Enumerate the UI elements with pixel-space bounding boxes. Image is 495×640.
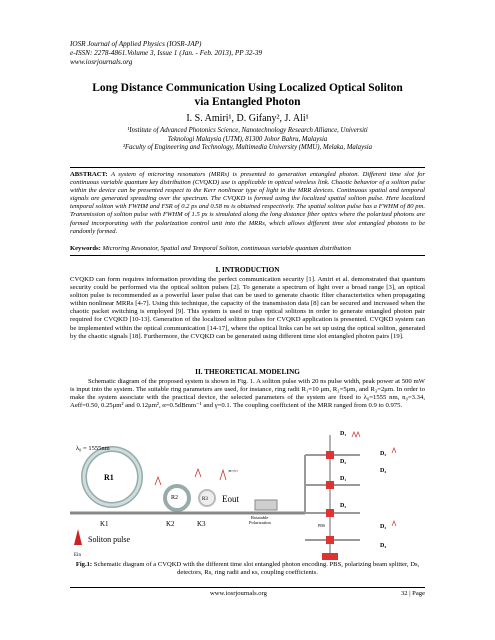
abstract-text: A system of microring resonators (MRRs) is presented to generation entangled photon. Different time slot for continuous variable quantum key distribution (CVQKD) use is applicable in optical wireless link. Chaotic behavior of a soliton pulse within the device can be presented respect to the Kerr nonlinear type of light in the MRR devices. Continuous spatial and temporal signals are generated spreading over the spectrum. The CVQKD is formed using the localized spatial soliton pulse. Here localized temporal soliton with FWHM and FSR of 0.2 ps and 0.58 ns is obtained respectively. The spatial soliton pulse has a FWHM of 80 pm. Transmission of soliton pulse with FWHM of 1.5 ps is simulated along the long distance fiber optics where the polarized photons are formed incorporating with the polarization control unit into the MRRs, which allows different time slot entangled photons to be randomly formed. (70, 171, 426, 235)
k2-label: K2 (166, 520, 175, 528)
footer-site[interactable]: www.iosrjournals.org (210, 590, 267, 597)
detector-d3-label: D₃ (380, 524, 387, 530)
caption-label: Fig.1: (75, 561, 93, 568)
ein-label: Ein (74, 553, 81, 558)
affiliation-1: ¹Institute of Advanced Photonics Science, Nanotechnology Research Alliance, Universiti (127, 127, 368, 134)
journal-name: IOSR Journal of Applied Physics (IOSR-JAP) (70, 40, 202, 48)
title-line-2: via Entangled Photon (194, 96, 301, 108)
detector-d4-label: D₄ (380, 543, 387, 549)
journal-issn: e-ISSN: 2278-4861.Volume 3, Issue 1 (Jan. - Feb. 2013), PP 32-39 (70, 49, 263, 57)
affiliation-2: ²Faculty of Engineering and Technology, Multimedia University (MMU), Melaka, Malaysia (122, 144, 373, 151)
soliton-pulse-label: Soliton pulse (88, 535, 131, 544)
figure-caption (70, 561, 425, 577)
journal-site[interactable]: www.iosrjournals.org (70, 58, 133, 66)
rotatable-label: Rotatable (251, 515, 269, 520)
k1-label: K1 (100, 520, 109, 528)
detector-d4-label: D₄ (380, 468, 387, 474)
detector-d3-label: D₃ (380, 451, 387, 457)
affiliation-1-cont: Teknologi Malaysia (UTM), 81300 Johor Bahru, Malaysia (167, 135, 328, 143)
modeling-text: Schematic diagram of the proposed system is shown in Fig. 1. A soliton pulse with 20 ns pulse width, peak power at 500 mW is input into the system. The suitable ring parameters are used, for instance, ring radii R₁=10 μm, R₂=5μm, and R₃=2μm. In order to make the system associate with the practical device, the selected parameters of the system are fixed to λ₀=1555 nm, n₀=3.34, Aeff=0.50, 0.25μm² and 0.12μm², α=0.5dBmm⁻¹ and γ=0.1. The coupling coefficient of the MRR ranged from 0.9 to 0.975. (70, 378, 425, 410)
k3-label: K3 (197, 520, 206, 528)
detector-d1-label: D₁ (340, 431, 347, 437)
system-schematic-figure (60, 425, 435, 560)
r1-label: R1 (104, 473, 114, 482)
output-block (322, 553, 338, 560)
pbs-block (326, 481, 334, 489)
keywords (70, 245, 425, 253)
polarization-label: Polarization (249, 520, 271, 525)
detector-d1-label: D₁ (340, 476, 347, 482)
caption-text: Schematic diagram of a CVQKD with the different time slot entangled photon encoding. PBS, polarizing beam splitter, Ds, detectors, Rs, ring radii and κs, coupling coefficients. (93, 561, 420, 577)
pbs-label: PBS (318, 523, 326, 528)
page-number: 32 | Page (400, 590, 425, 597)
detector-d2-label: D₂ (340, 459, 347, 465)
introduction-text: CVQKD can form requires information providing the perfect communication security [1]. Amiri et al. demonstrated that quantum security could be performed via the optical soliton pulses [2]. To generate a spectrum of light over a broad range [3], an optical soliton pulse is recommended as a powerful laser pulse that can be used to generate chaotic filter characteristics when propagating within nonlinear MRRs [4-7]. Using this technique, the capacity of the transmission data [8] can be secured and increased when the chaotic packet switching is employed [9]. This system is used to trap optical solitons in order to generate entangled photon pair required for CVQKD [10-13]. Generation of the localized soliton pulses for CVQKD application is presented. CVQKD system can be implemented within the optical communication [14-17], where the optical links can be set up using the optical soliton, generated by the chaotic signals [18]. Furthermore, the CVQKD can be generated using different time slot entangled photon pairs [19]. (70, 276, 425, 340)
pbs-block (326, 509, 334, 517)
authors: I. S. Amiri¹, D. Gifany², J. Ali¹ (186, 113, 309, 124)
divider-top (70, 167, 425, 168)
journal-header (70, 40, 262, 67)
pbs-block (326, 451, 334, 459)
polarization-unit (255, 500, 277, 510)
section-heading-introduction: I. INTRODUCTION (215, 266, 280, 274)
section-heading-modeling: II. THEORETICAL MODELING (195, 368, 300, 376)
divider-bottom (70, 255, 425, 256)
abstract-label: ABSTRACT: (70, 171, 108, 178)
footer-divider (70, 587, 425, 588)
soliton-pulse-icon (74, 529, 82, 545)
r2-label: R2 (171, 495, 179, 501)
keywords-text: Microring Resonator, Spatial and Temporal Soliton, continuous variable quantum distribution (102, 245, 351, 252)
pbs-block (326, 536, 334, 544)
keywords-label: Keywords: (70, 245, 101, 252)
ket-label-top: |H>|V> (228, 469, 239, 473)
paper-title (40, 81, 455, 109)
eout-label: Eout (222, 494, 239, 504)
affiliations (40, 127, 455, 153)
abstract (70, 171, 425, 236)
wavelength-label: λ₀ = 1555nm (76, 445, 110, 452)
detector-d2-label: D₂ (340, 503, 347, 509)
title-line-1: Long Distance Communication Using Localized Optical Soliton (92, 82, 403, 94)
r3-label: R3 (202, 497, 208, 502)
